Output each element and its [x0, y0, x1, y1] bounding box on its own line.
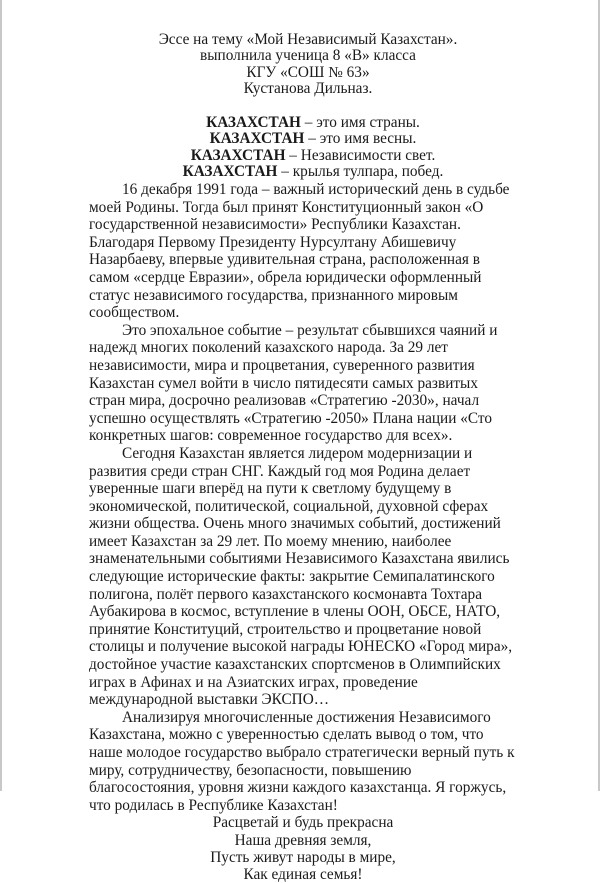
author-name: Кустанова Дильназ. — [243, 80, 373, 98]
verse-line: Расцветай и будь прекрасна — [212, 814, 394, 832]
verse-line: КАЗАХСТАН – крылья тулпара, побед. — [182, 163, 444, 181]
verse-keyword: КАЗАХСТАН — [190, 146, 286, 164]
verse-line: КАЗАХСТАН – это имя весны. — [209, 130, 417, 148]
paragraph: Анализируя многочисленные достижения Независимого Казахстана, можно с уверенностью сделать вывод о том, что наше молодое государство выбрало стратегически верный путь к миру, сотрудничеству, безопасности, повышению благосостояния, уровня жизни каждого казахстанца. Я горжусь, что родилась в Республике Казахстан! — [89, 708, 515, 814]
opening-verse — [109, 115, 517, 181]
paragraph: Сегодня Казахстан является лидером модернизации и развития среди стран СНГ. Каждый год моя Родина делает уверенные шаги вперёд на пути к светлому будущему в экономической, политической, социальной, духовной сферах жизни общества. Очень много значимых событий, достижений имеет Казахстан за 29 лет. По моему мнению, наиболее знаменательными событиями Независимого Казахстана явились следующие исторические факты: закрытие Семипалатинского полигона, полёт первого казахстанского космонавта Тохтара Аубакирова в космос, вступление в члены ООН, ОБСЕ, НАТО, принятие Конституций, строительство и процветание новой столицы и получение высокой награды ЮНЕСКО «Город мира», достойное участие казахстанских спортсменов в Олимпийских играх в Афинах и на Азиатских играх, проведение международной выставки ЭКСПО… — [89, 444, 513, 709]
paragraph: 16 декабря 1991 года – важный исторический день в судьбе моей Родины. Тогда был принят Конституционный закон «О государственной независимости» Республики Казахстан. Благодаря Первому Президенту Нурсултану Абишевичу Назарбаеву, впервые удивительная страна, расположенная в самом «сердце Евразии», обрела юридически оформленный статус независимого государства, признанного мировым сообществом. — [89, 181, 510, 322]
verse-line: Пусть живут народы в мире, — [210, 848, 396, 866]
verse-line: Как единая семья! — [243, 865, 363, 883]
essay-header — [99, 32, 517, 98]
paragraph: Это эпохальное событие – результат сбывшихся чаяний и надежд многих поколений казахского народа. За 29 лет независимости, мира и процветания, суверенного развития Казахстан сумел войти в число пятидесяти самых развитых стран мира, досрочно реализовав «Стратегию -2030», начал успешно осуществлять «Стратегию -2050» Плана нации «Сто конкретных шагов: современное государство для всех». — [89, 321, 498, 445]
closing-verse — [89, 814, 517, 883]
verse-line: Наша древняя земля, — [234, 831, 372, 849]
verse-keyword: КАЗАХСТАН — [206, 113, 301, 131]
verse-line: КАЗАХСТАН – Независимости свет. — [190, 146, 436, 164]
author-class-line: выполнила ученица 8 «В» класса — [200, 47, 416, 65]
verse-line: КАЗАХСТАН – это имя страны. — [206, 113, 420, 131]
essay-title: Эссе на тему «Мой Независимый Казахстан». — [158, 31, 458, 48]
verse-keyword: КАЗАХСТАН — [209, 130, 305, 148]
document-body — [89, 32, 517, 883]
verse-keyword: КАЗАХСТАН — [182, 163, 278, 181]
school-name: КГУ «СОШ № 63» — [246, 63, 370, 81]
